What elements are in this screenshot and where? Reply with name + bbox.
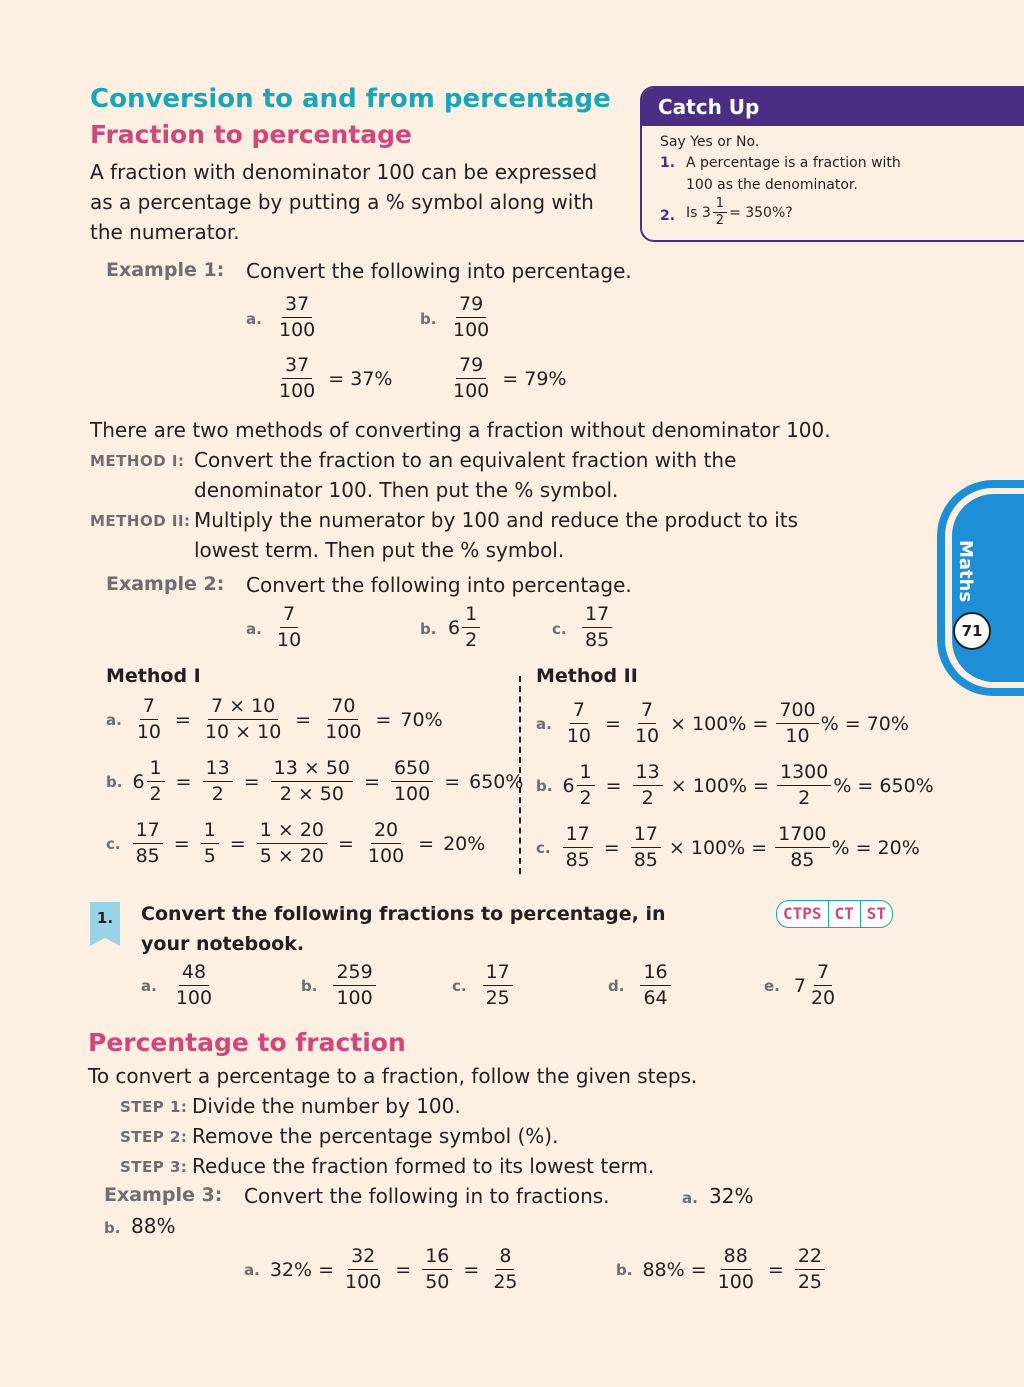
catch-up-instruction: Say Yes or No. <box>660 134 760 150</box>
two-methods-text: There are two methods of converting a fraction without denominator 100. <box>90 418 831 442</box>
method-1-line1: Convert the fraction to an equivalent fraction with the <box>194 448 737 472</box>
step-1-text: Divide the number by 100. <box>192 1094 461 1118</box>
catch-up-title: Catch Up <box>642 88 1024 126</box>
catch-up-q1-line1: A percentage is a fraction with <box>686 155 901 171</box>
method-i-c: c. $\frac{17}{85}$ = $\frac{1}{5}$ = $\frac{1 \times 20}{5 \times 20}$ = $\frac{20}{100}$ = 20% <box>106 819 486 867</box>
numerator: 37 <box>282 292 312 318</box>
catch-up-q2-post: = 350%? <box>729 204 793 221</box>
denominator: 100 <box>279 380 316 402</box>
exercise-item-b: b. $\frac{259}{100}$ <box>301 960 378 1011</box>
denominator: 2 <box>715 213 725 228</box>
step-2-label: STEP 2: <box>120 1128 188 1146</box>
denominator: 10 <box>277 629 302 651</box>
numerator: 79 <box>456 353 486 379</box>
method-i-a: a. $\frac{7}{10}$ = $\frac{7 \times 10}{10 \times 10}$ = $\frac{70}{100}$ = 70% <box>106 695 443 743</box>
method-i-title: Method I <box>106 665 201 687</box>
ex1-b-fraction <box>448 292 494 343</box>
denominator: 2 <box>465 629 478 651</box>
exercise-line2: your notebook. <box>141 933 305 955</box>
method-ii-a: a. $\frac{7}{10}$ = $\frac{7}{10}$ × 100% = $\frac{700}{10}$ % = 70% <box>536 699 909 747</box>
catch-up-q2 <box>686 196 793 229</box>
numerator: 1 <box>462 602 480 628</box>
ex1-a-fraction <box>274 292 320 343</box>
example-2-text: Convert the following into percentage. <box>246 573 632 597</box>
ex1-b-solution <box>448 353 566 404</box>
ex2-c-fraction <box>580 602 614 653</box>
example-1-label: Example 1: <box>106 259 225 281</box>
step-1-label: STEP 1: <box>120 1098 188 1116</box>
method-i-b: b. 6 $\frac{1}{2}$ = $\frac{13}{2}$ = $\frac{13 \times 50}{2 \times 50}$ = $\frac{650}{100}$ = 650% <box>106 757 524 805</box>
exercise-item-c: c. $\frac{17}{25}$ <box>452 960 515 1011</box>
subsection-heading-2: Percentage to fraction <box>88 1028 406 1057</box>
numerator: 7 <box>280 602 298 628</box>
intro-line-1: A fraction with denominator 100 can be expressed <box>90 160 598 184</box>
denominator: 85 <box>585 629 610 651</box>
catch-up-q1-line2: 100 as the denominator. <box>686 177 858 193</box>
ex3-b-value: 88% <box>131 1214 176 1238</box>
ex1-a-solution <box>274 353 392 404</box>
ex2-a-label: a. <box>246 620 262 638</box>
ex2-a-fraction <box>272 602 306 653</box>
ex2-b-label: b. <box>420 620 437 638</box>
numerator: 1 <box>713 196 727 213</box>
exercise-line1: Convert the following fractions to percentage, in <box>141 903 666 925</box>
denominator: 100 <box>453 380 490 402</box>
ex1-b-label: b. <box>420 310 437 328</box>
ex3-a-value: 32% <box>709 1184 754 1208</box>
ex1-a-result: = 37% <box>328 367 393 390</box>
ex3-b-label: b. <box>104 1219 121 1237</box>
method-2-line2: lowest term. Then put the % symbol. <box>194 538 565 562</box>
example-1-text: Convert the following into percentage. <box>246 259 632 283</box>
example-3-text: Convert the following in to fractions. <box>244 1184 610 1208</box>
method-2-line1: Multiply the numerator by 100 and reduce the product to its <box>194 508 799 532</box>
exercise-number-badge <box>90 902 120 938</box>
method-ii-c: c. $\frac{17}{85}$ = $\frac{17}{85}$ × 100% = $\frac{1700}{85}$ % = 20% <box>536 823 920 871</box>
denominator: 100 <box>279 319 316 341</box>
denominator: 100 <box>453 319 490 341</box>
method-ii-title: Method II <box>536 665 638 687</box>
ex1-b-result: = 79% <box>502 367 567 390</box>
catch-up-q2-pre: Is 3 <box>686 204 711 221</box>
subject-label: Maths <box>955 540 976 603</box>
step-3-text: Reduce the fraction formed to its lowest term. <box>192 1154 655 1178</box>
tag-ctps: CTPS <box>777 901 829 927</box>
method-2-label: METHOD II: <box>90 512 191 530</box>
catch-up-q1-number: 1. <box>660 155 676 171</box>
catch-up-q2-fraction <box>713 196 727 229</box>
numerator: 37 <box>282 353 312 379</box>
section-heading: Conversion to and from percentage <box>90 84 611 114</box>
ex3-a-label: a. <box>682 1189 698 1207</box>
exercise-item-a: a. $\frac{48}{100}$ <box>141 961 213 1009</box>
ex2-b-mixed: 6 $\frac{1}{2}$ <box>448 602 482 653</box>
ex3-b-solution: b. 88% = $\frac{88}{100}$ = $\frac{22}{25}$ <box>616 1244 827 1295</box>
catch-up-q2-number: 2. <box>660 208 676 224</box>
page-number: 71 <box>953 612 991 650</box>
exercise-item-d: d. $\frac{16}{64}$ <box>608 960 673 1011</box>
example-2-label: Example 2: <box>106 573 225 595</box>
ex1-a-label: a. <box>246 310 262 328</box>
step-2-text: Remove the percentage symbol (%). <box>192 1124 559 1148</box>
step-3-label: STEP 3: <box>120 1158 188 1176</box>
exercise-item-e: e. 7 $\frac{7}{20}$ <box>764 961 836 1009</box>
ex3-a-solution: a. 32% = $\frac{32}{100}$ = $\frac{16}{50}$ = $\frac{8}{25}$ <box>244 1245 518 1293</box>
method-ii-b: b. 6 $\frac{1}{2}$ = $\frac{13}{2}$ × 100% = $\frac{1300}{2}$ % = 650% <box>536 761 934 809</box>
exercise-number: 1. <box>96 909 114 927</box>
method-1-label: METHOD I: <box>90 452 185 470</box>
intro-line-2: as a percentage by putting a % symbol along with <box>90 190 594 214</box>
subsection-heading: Fraction to percentage <box>90 120 412 149</box>
numerator: 17 <box>582 602 612 628</box>
intro-line-3: the numerator. <box>90 220 240 244</box>
example-3-label: Example 3: <box>104 1184 223 1206</box>
skill-tags <box>776 900 893 928</box>
catch-up-box <box>640 86 1024 242</box>
method-1-line2: denominator 100. Then put the % symbol. <box>194 478 619 502</box>
tag-ct: CT <box>829 901 861 927</box>
ex2-c-label: c. <box>552 620 567 638</box>
tag-st: ST <box>866 904 887 923</box>
pf-intro: To convert a percentage to a fraction, follow the given steps. <box>88 1064 698 1088</box>
numerator: 79 <box>456 292 486 318</box>
